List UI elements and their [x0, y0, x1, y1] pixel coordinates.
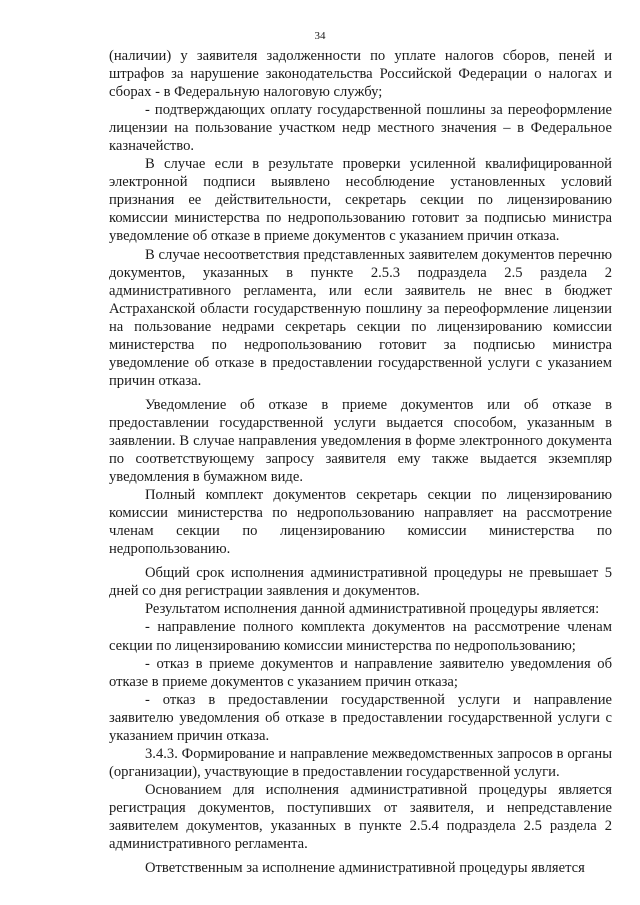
paragraph: В случае несоответствия представленных заявителем документов перечню документов, указанных в пункте 2.5.3 подраздела 2.5 раздела 2 административного регламента, или если заявитель не внес в бюджет Астраханской области государственную пошлину за переоформление лицензии на пользование недрами секретарь секции по лицензированию комиссии министерства по недропользованию готовит за подписью министра уведомление об отказе в предоставлении государственной услуги с указанием причин отказа. [109, 246, 612, 389]
paragraph: Основанием для исполнения административной процедуры является регистрация документов, поступивших от заявителя, и непредставление заявителем документов, указанных в пункте 2.5.4 подраздела 2.5 раздела 2 административного регламента. [109, 781, 612, 853]
paragraph: В случае если в результате проверки усиленной квалифицированной электронной подписи выявлено несоблюдение установленных условий признания ее действительности, секретарь секции по лицензированию комиссии министерства по недропользованию готовит за подписью министра уведомление об отказе в приеме документов с указанием причин отказа. [109, 156, 612, 245]
section-heading: 3.4.3. Формирование и направление межведомственных запросов в органы (организации), участвующие в предоставлении государственной услуги. [109, 745, 612, 780]
paragraph: Общий срок исполнения административной процедуры не превышает 5 дней со дня регистрации заявления и документов. [109, 565, 612, 600]
paragraph: - подтверждающих оплату государственной пошлины за переоформление лицензии на пользование участком недр местного значения – в Федеральное казначейство. [109, 102, 612, 155]
page-number: 34 [314, 30, 326, 42]
paragraph: Уведомление об отказе в приеме документов или об отказе в предоставлении государственной услуги выдается способом, указанным в заявлении. В случае направления уведомления в форме электронного документа по соответствующему запросу заявителя ему также выдается экземпляр уведомления в бумажном виде. [109, 396, 612, 486]
list-item: - направление полного комплекта документов на рассмотрение членам секции по лицензированию комиссии министерства по недропользованию; [109, 619, 612, 654]
paragraph: Результатом исполнения данной административной процедуры является: [145, 601, 600, 618]
body-text [109, 47, 612, 877]
list-item: - отказ в приеме документов и направление заявителю уведомления об отказе в приеме документов с указанием причин отказа; [109, 655, 612, 690]
paragraph: Ответственным за исполнение административной процедуры является [145, 860, 585, 877]
paragraph: (наличии) у заявителя задолженности по уплате налогов сборов, пеней и штрафов за нарушение законодательства Российской Федерации о налогах и сборах - в Федеральную налоговую службу; [109, 48, 612, 101]
list-item: - отказ в предоставлении государственной услуги и направление заявителю уведомления об отказе в предоставлении государственной услуги с указанием причин отказа. [109, 691, 612, 744]
paragraph: Полный комплект документов секретарь секции по лицензированию комиссии министерства по недропользованию направляет на рассмотрение членам секции по лицензированию комиссии министерства по недропользованию. [109, 487, 612, 558]
